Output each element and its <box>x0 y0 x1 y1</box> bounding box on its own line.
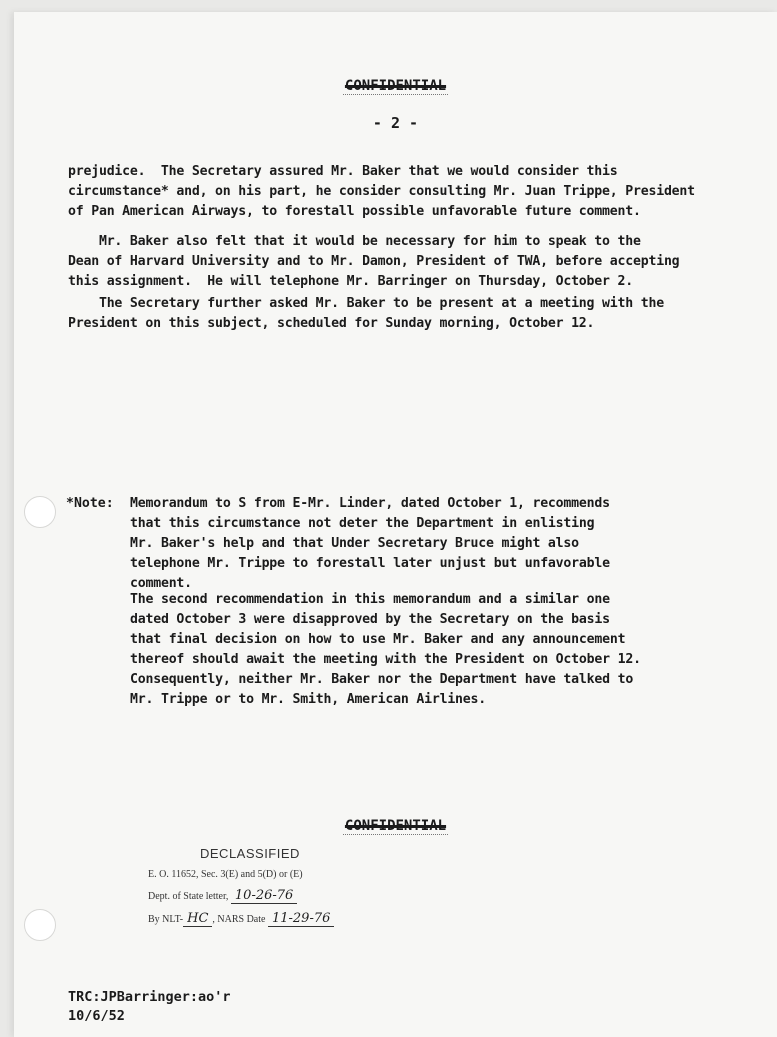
footer-classification-stamp: CONFIDENTIAL <box>344 818 447 834</box>
handwritten-letter-date: 10-26-76 <box>231 888 297 904</box>
note-paragraph-2: The second recommendation in this memorandum and a similar one dated October 3 were disapproved by the Secretary on the basis that final decision on how to use Mr. Baker and any announcement thereof should await the meeting with the President on October 12. Consequently, neither Mr. Baker nor the Department have talked to Mr. Trippe or to Mr. Smith, American Airlines. <box>130 592 641 707</box>
body-paragraph-3: The Secretary further asked Mr. Baker to be present at a meeting with the President on this subject, scheduled for Sunday morning, October 12. <box>68 296 664 331</box>
body-paragraph-2: Mr. Baker also felt that it would be necessary for him to speak to the Dean of Harvard University and to Mr. Damon, President of TWA, before accepting this assignment. He will telephone Mr. Barringer on Thursday, October 2. <box>68 234 680 289</box>
handwritten-reviewer-initials: HC <box>183 911 212 927</box>
handwritten-nars-date: 11-29-76 <box>268 911 334 927</box>
declassified-title: DECLASSIFIED <box>200 846 300 861</box>
document-page <box>14 12 777 1037</box>
body-paragraph-1: prejudice. The Secretary assured Mr. Baker that we would consider this circumstance* and, on his part, he consider consulting Mr. Juan Trippe, President of Pan American Airways, to forestall possible unfavorable future comment. <box>68 164 695 219</box>
declassification-stamp <box>148 846 334 926</box>
declassification-letter-label: Dept. of State letter, <box>148 891 229 902</box>
note-paragraph-1: Memorandum to S from E-Mr. Linder, dated October 1, recommends that this circumstance not deter the Department in enlisting Mr. Baker's help and that Under Secretary Bruce might also telephone Mr. Trippe to forestall later unjust but unfavorable comment. <box>130 496 610 591</box>
nars-date-label: , NARS Date <box>212 914 266 925</box>
drafter-initials: TRC:JPBarringer:ao'r 10/6/52 <box>68 989 231 1024</box>
header-classification-stamp: CONFIDENTIAL <box>344 78 447 94</box>
page-number: - 2 - <box>372 114 419 132</box>
declassification-authority: E. O. 11652, Sec. 3(E) and 5(D) or (E) <box>148 869 303 880</box>
declassification-review <box>148 911 334 926</box>
punch-hole <box>24 496 56 528</box>
declassification-letter <box>148 888 334 903</box>
punch-hole <box>24 909 56 941</box>
review-by-label: By NLT- <box>148 914 184 925</box>
note-label: *Note: <box>66 496 114 511</box>
